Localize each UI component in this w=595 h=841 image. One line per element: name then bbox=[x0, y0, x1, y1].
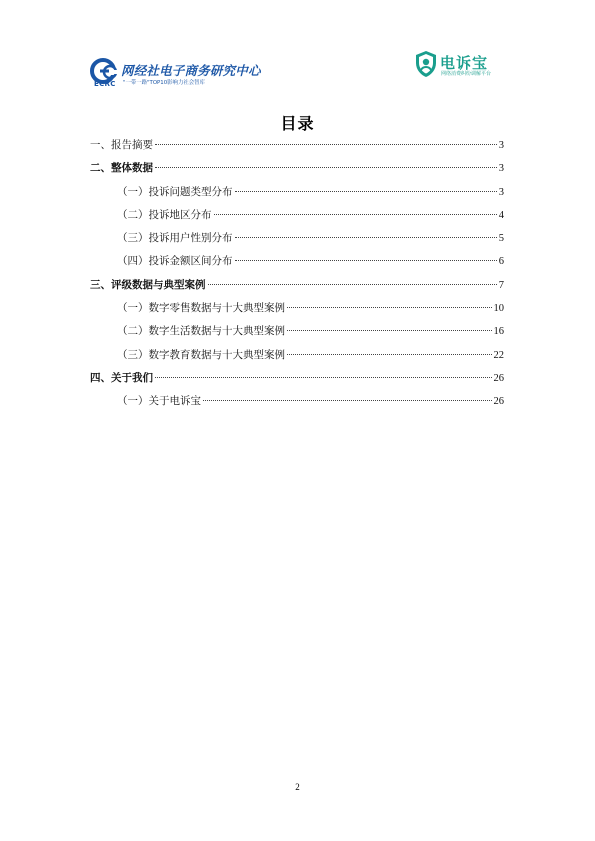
toc-entry-page: 4 bbox=[498, 209, 504, 221]
org-abbreviation: ECRC bbox=[94, 80, 116, 88]
dot-leader bbox=[235, 191, 497, 192]
brand-name: 电诉宝 bbox=[440, 54, 489, 72]
toc-entry-page: 5 bbox=[498, 233, 504, 245]
toc-entry[interactable] bbox=[90, 207, 504, 230]
page-header bbox=[0, 0, 595, 100]
toc-entry[interactable] bbox=[90, 277, 504, 300]
toc-entry[interactable] bbox=[90, 370, 504, 393]
toc-entry-label: 四、关于我们 bbox=[90, 371, 153, 384]
toc-entry-page: 22 bbox=[493, 349, 504, 361]
toc-title: 目录 bbox=[280, 114, 315, 133]
toc-entry-label: （二）数字生活数据与十大典型案例 bbox=[117, 325, 285, 338]
toc-entry-label: （一）关于电诉宝 bbox=[117, 395, 201, 408]
dot-leader bbox=[155, 144, 497, 145]
toc-entry-page: 26 bbox=[493, 396, 504, 408]
dot-leader bbox=[155, 377, 492, 378]
toc-entry-page: 3 bbox=[498, 186, 504, 198]
toc-entry[interactable] bbox=[90, 393, 504, 416]
dot-leader bbox=[208, 284, 497, 285]
table-of-contents bbox=[90, 137, 504, 417]
toc-entry-label: （三）投诉用户性别分布 bbox=[117, 232, 233, 245]
org-name: 网经社电子商务研究中心 bbox=[121, 63, 261, 78]
toc-entry-label: 三、评级数据与典型案例 bbox=[90, 278, 206, 291]
toc-entry[interactable] bbox=[90, 230, 504, 253]
dot-leader bbox=[287, 307, 492, 308]
dot-leader bbox=[235, 237, 497, 238]
toc-entry-page: 26 bbox=[493, 372, 504, 384]
toc-entry[interactable] bbox=[90, 323, 504, 346]
ecrc-logo bbox=[90, 58, 260, 92]
toc-entry[interactable] bbox=[90, 184, 504, 207]
toc-entry[interactable] bbox=[90, 253, 504, 276]
toc-entry-page: 7 bbox=[498, 279, 504, 291]
shield-icon bbox=[414, 50, 438, 78]
toc-entry[interactable] bbox=[90, 160, 504, 183]
org-tagline: "一带一路"TOP10影响力社会智库 bbox=[123, 80, 205, 86]
toc-entry-label: （一）投诉问题类型分布 bbox=[117, 185, 233, 198]
toc-entry-label: （四）投诉金额区间分布 bbox=[117, 255, 233, 268]
brand-subtitle: 网络消费纠纷调解平台 bbox=[441, 71, 492, 77]
toc-entry-page: 3 bbox=[498, 163, 504, 175]
dot-leader bbox=[155, 167, 497, 168]
toc-entry[interactable] bbox=[90, 137, 504, 160]
dot-leader bbox=[287, 330, 492, 331]
toc-entry-page: 6 bbox=[498, 256, 504, 268]
dot-leader bbox=[214, 214, 497, 215]
dot-leader bbox=[203, 400, 492, 401]
toc-entry[interactable] bbox=[90, 347, 504, 370]
toc-entry-label: （三）数字教育数据与十大典型案例 bbox=[117, 348, 285, 361]
toc-entry-page: 3 bbox=[498, 140, 504, 151]
toc-entry-page: 16 bbox=[493, 326, 504, 338]
toc-entry-label: （二）投诉地区分布 bbox=[117, 208, 212, 221]
toc-entry-page: 10 bbox=[493, 303, 504, 315]
toc-entry-label: 二、整体数据 bbox=[90, 162, 153, 175]
dot-leader bbox=[235, 260, 497, 261]
toc-entry[interactable] bbox=[90, 300, 504, 323]
dianshubao-logo bbox=[414, 50, 509, 86]
toc-entry-label: （一）数字零售数据与十大典型案例 bbox=[117, 302, 285, 315]
toc-entry-label: 一、报告摘要 bbox=[90, 139, 153, 151]
dot-leader bbox=[287, 354, 492, 355]
page-number: 2 bbox=[295, 782, 300, 792]
